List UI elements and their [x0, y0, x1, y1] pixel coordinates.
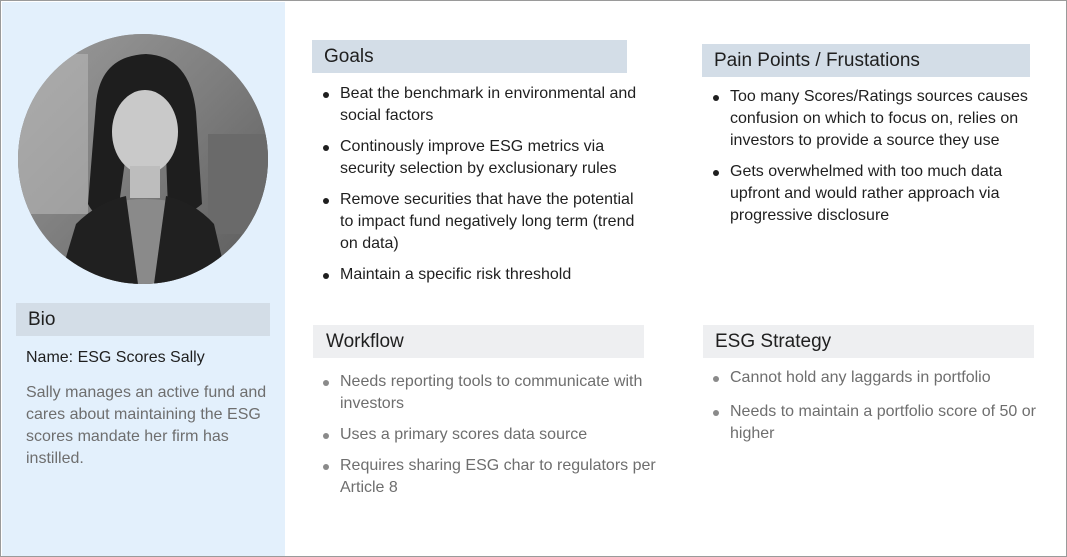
- workflow-header: [313, 325, 644, 358]
- list-item: Needs reporting tools to communicate with investors: [322, 371, 662, 415]
- bio-header: [16, 303, 270, 336]
- list-item: Remove securities that have the potential to impact fund negatively long term (trend on data): [322, 189, 642, 255]
- list-item: Cannot hold any laggards in portfolio: [712, 367, 1052, 389]
- esg-strategy-list: [712, 367, 1052, 445]
- esg-strategy-header-label: ESG Strategy: [715, 330, 832, 352]
- pain-points-list: [712, 86, 1032, 227]
- list-item: Continously improve ESG metrics via security selection by exclusionary rules: [322, 136, 642, 180]
- bio-header-label: Bio: [28, 308, 56, 330]
- list-item: Uses a primary scores data source: [322, 424, 662, 446]
- bio-description: Sally manages an active fund and cares about maintaining the ESG scores mandate her firm has instilled.: [26, 384, 267, 467]
- list-item: Too many Scores/Ratings sources causes confusion on which to focus on, relies on investors to provide a source they use: [712, 86, 1032, 152]
- list-item: Gets overwhelmed with too much data upfront and would rather approach via progressive disclosure: [712, 161, 1032, 227]
- avatar-photo-illustration: [18, 34, 268, 284]
- list-item: Maintain a specific risk threshold: [322, 264, 642, 286]
- pain-points-header-label: Pain Points / Frustations: [714, 49, 920, 71]
- workflow-header-label: Workflow: [326, 330, 404, 352]
- goals-header: [312, 40, 627, 73]
- workflow-list: [322, 371, 662, 499]
- goals-list: [322, 83, 642, 286]
- esg-strategy-header: [703, 325, 1034, 358]
- list-item: Beat the benchmark in environmental and social factors: [322, 83, 642, 127]
- avatar: [18, 34, 268, 284]
- list-item: Requires sharing ESG char to regulators per Article 8: [322, 455, 662, 499]
- list-item: Needs to maintain a portfolio score of 50 or higher: [712, 401, 1052, 445]
- pain-points-header: [702, 44, 1030, 77]
- bio-name: Name: ESG Scores Sally: [26, 349, 205, 366]
- goals-header-label: Goals: [324, 45, 374, 67]
